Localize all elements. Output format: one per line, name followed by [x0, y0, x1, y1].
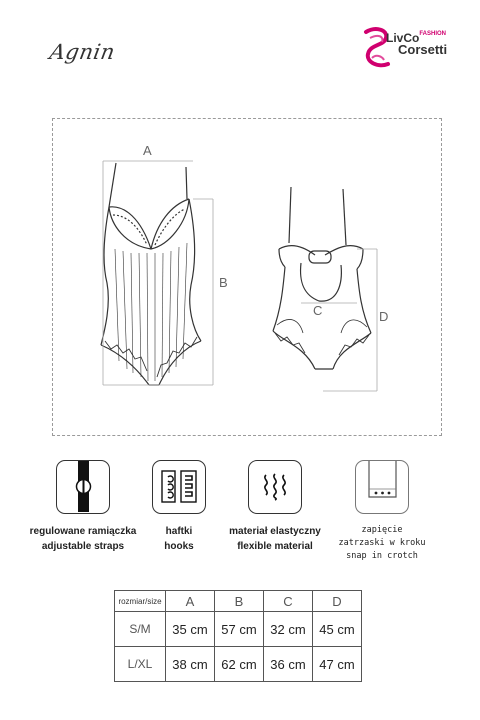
logo-text-corsetti: Corsetti [398, 42, 448, 57]
flexible-material-icon [248, 460, 302, 514]
feature-adjustable-straps [28, 460, 138, 554]
feature-label-en: flexible material [237, 541, 313, 552]
feature-snap-crotch [327, 460, 437, 563]
table-cell: 32 cm [264, 612, 313, 647]
label-a: A [143, 143, 152, 158]
size-table-header [115, 591, 362, 612]
feature-label-pl-2: zatrzaski w kroku [338, 538, 426, 548]
diagram-frame [52, 118, 442, 436]
snap-crotch-icon [355, 460, 409, 514]
table-row [115, 647, 362, 682]
feature-label-pl: materiał elastyczny [229, 526, 321, 537]
table-cell: 45 cm [313, 612, 362, 647]
table-cell: 62 cm [215, 647, 264, 682]
hooks-icon [152, 460, 206, 514]
feature-label-pl-1: zapięcie [361, 525, 403, 535]
back-view-garment [273, 187, 371, 369]
table-cell: 57 cm [215, 612, 264, 647]
logo-text-livco: LivCo [386, 31, 420, 45]
feature-label-pl: haftki [165, 526, 193, 537]
table-cell: 38 cm [166, 647, 215, 682]
column-header-a: A [166, 591, 215, 612]
column-header-d: D [313, 591, 362, 612]
logo-text-fashion: FASHION [419, 31, 447, 37]
table-cell: 47 cm [313, 647, 362, 682]
size-table-corner: rozmiar/size [115, 591, 166, 612]
feature-label-en: adjustable straps [41, 541, 125, 552]
feature-label-en: hooks [164, 541, 194, 552]
size-label: L/XL [115, 647, 166, 682]
size-table [114, 590, 362, 682]
product-name: Agnin [47, 40, 117, 64]
brand-logo [362, 22, 458, 72]
table-cell: 35 cm [166, 612, 215, 647]
label-c: C [313, 303, 323, 318]
label-b: B [219, 275, 228, 290]
label-d: D [379, 309, 389, 324]
size-label: S/M [115, 612, 166, 647]
feature-hooks [124, 460, 234, 554]
feature-label-en: snap in crotch [346, 551, 418, 561]
column-header-c: C [264, 591, 313, 612]
column-header-b: B [215, 591, 264, 612]
feature-label-pl: regulowane ramiączka [29, 526, 137, 537]
table-row [115, 612, 362, 647]
feature-flexible-material [220, 460, 330, 554]
garment-diagram [53, 119, 441, 435]
table-cell: 36 cm [264, 647, 313, 682]
adjustable-strap-icon [56, 460, 110, 514]
front-view-garment [101, 163, 201, 385]
